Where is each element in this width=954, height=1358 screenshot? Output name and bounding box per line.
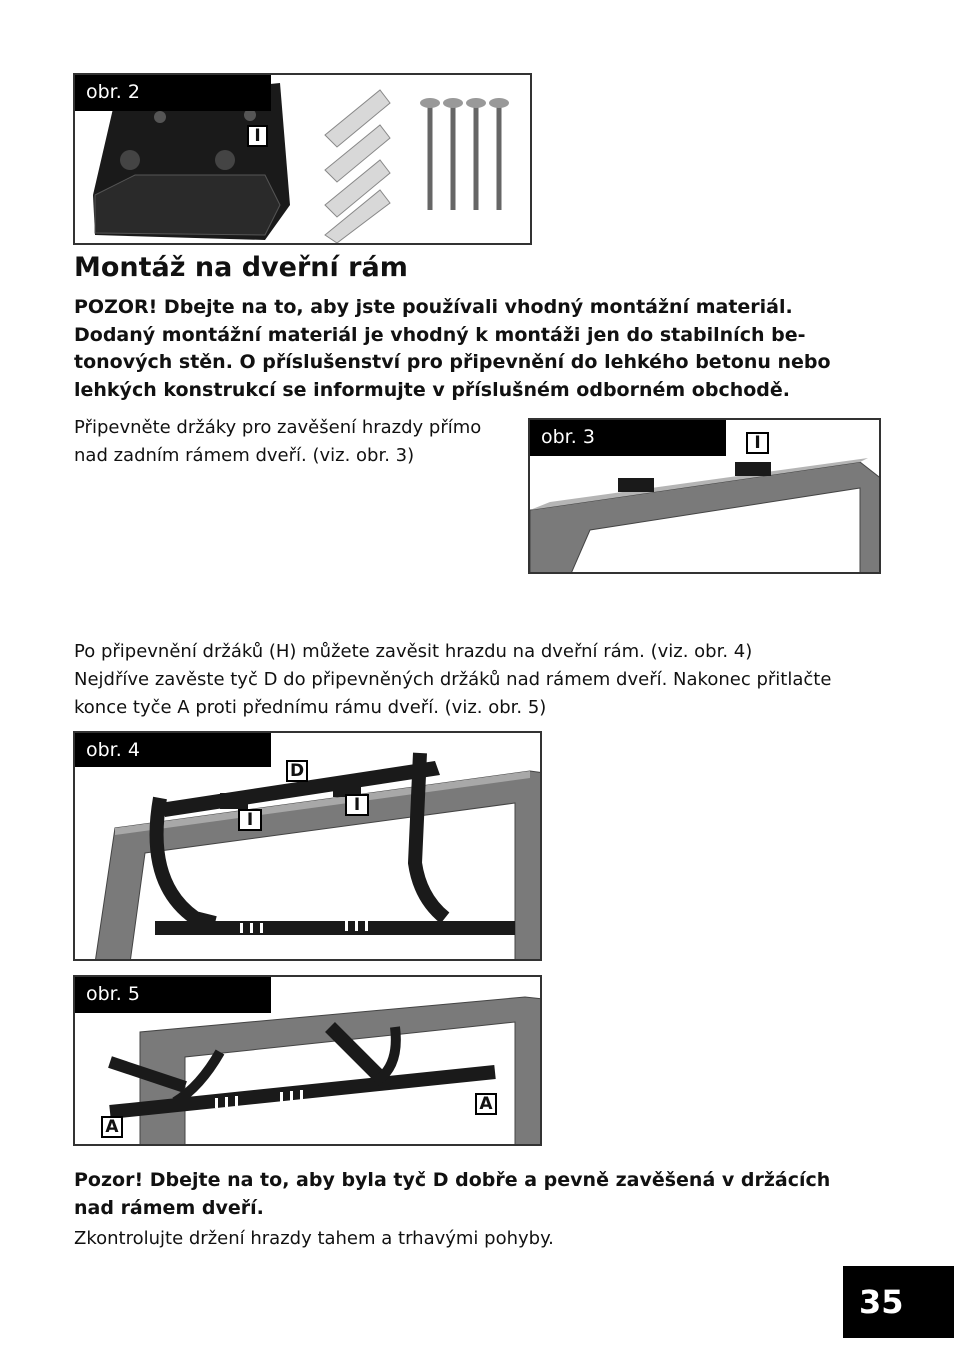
figure-label: obr. 2: [75, 75, 271, 111]
final-warning: Pozor! Dbejte na to, aby byla tyč D dobře a pevně zavěšená v držácích nad rámem dveří.: [74, 1169, 831, 1219]
warning-paragraph: POZOR! Dbejte na to, aby jste používali vhodný montážní materiál. Dodaný montážní materiál je vhodný k montáži jen do stabilních be-tonových stěn. O příslušenství pro připevnění do lehkého betonu nebo lehkých konstrukcí se informujte v příslušném odborném obchodě.: [74, 296, 831, 401]
figure-label: obr. 4: [75, 733, 271, 767]
figure-4: [73, 731, 542, 961]
callout-label: I: [746, 432, 769, 454]
step2-line1: Po připevnění držáků (H) můžete zavěsit hrazdu na dveřní rám. (viz. obr. 4): [74, 641, 753, 662]
figure-2: [73, 73, 532, 245]
step2-line2: Nejdříve zavěste tyč D do připevněných držáků nad rámem dveří. Nakonec přitlačte konce tyče A proti přednímu rámu dveří. (viz. obr. 5): [74, 669, 832, 718]
callout-label: A: [101, 1116, 123, 1138]
final-note: Zkontrolujte držení hrazdy tahem a trhavými pohyby.: [74, 1228, 554, 1249]
pullup-bar-hanging-illustration: [75, 733, 542, 961]
page-number: 35: [843, 1266, 954, 1338]
figure-label: obr. 5: [75, 977, 271, 1013]
section-heading: Montáž na dveřní rám: [74, 252, 408, 283]
figure-5: [73, 975, 542, 1146]
figure-label: obr. 3: [530, 420, 726, 456]
callout-label: D: [286, 760, 308, 782]
callout-label: I: [247, 125, 268, 147]
callout-label: I: [345, 794, 369, 816]
step1-text: Připevněte držáky pro zavěšení hrazdy přímo nad zadním rámem dveří. (viz. obr. 3): [74, 417, 482, 466]
figure-3: [528, 418, 881, 574]
callout-label: I: [238, 809, 262, 831]
callout-label: A: [475, 1093, 497, 1115]
